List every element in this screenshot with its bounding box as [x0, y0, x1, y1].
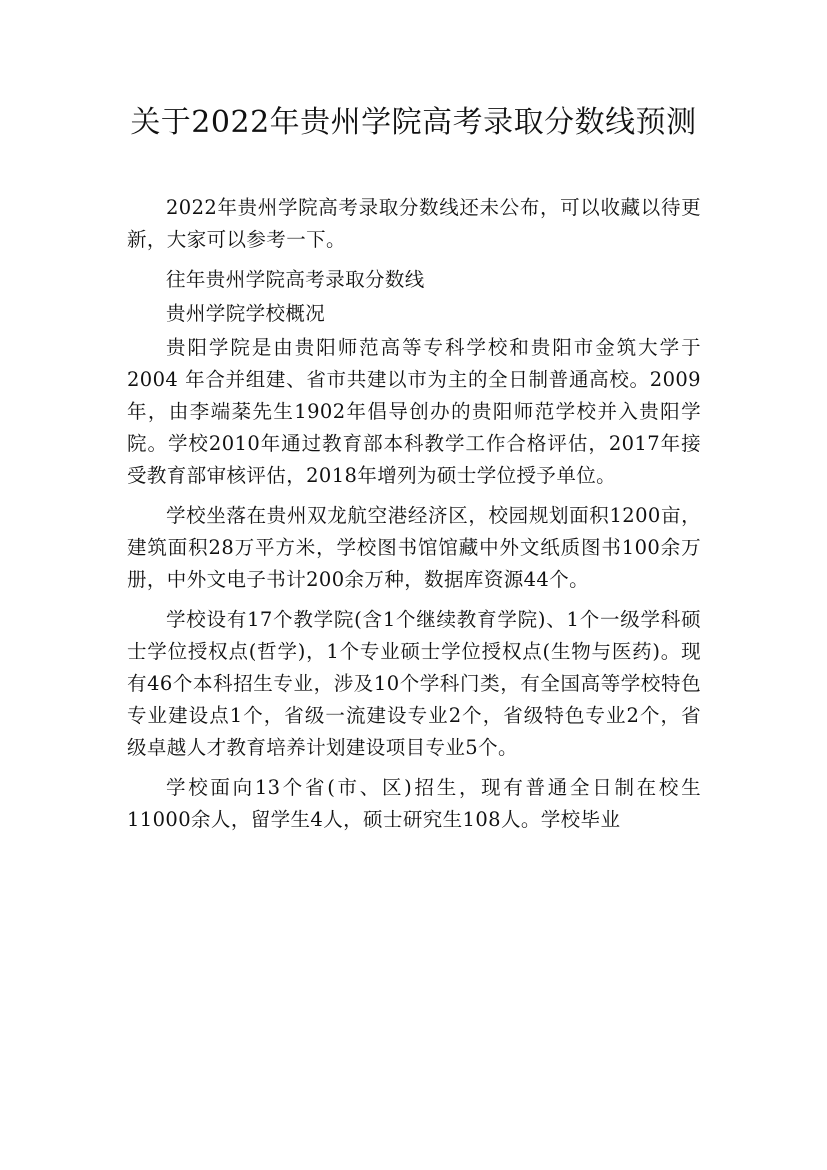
paragraph-heading-overview: 贵州学院学校概况	[166, 302, 326, 325]
paragraph-campus: 学校坐落在贵州双龙航空港经济区，校园规划面积1200亩，建筑面积28万平方米，学校图书馆馆藏中外文纸质图书100余万册，中外文电子书计200余万种，数据库资源44个。	[127, 504, 701, 591]
paragraph-heading-past-scores: 往年贵州学院高考录取分数线	[166, 268, 425, 291]
paragraph-colleges: 学校设有17个教学院(含1个继续教育学院)、1个一级学科硕士学位授权点(哲学)，1个专业硕士学位授权点(生物与医药)。现有46个本科招生专业，涉及10个学科门类，有全国高等学校特色专业建设点1个，省级一流建设专业2个，省级特色专业2个，省级卓越人才教育培养计划建设项目专业5个。	[127, 608, 701, 759]
paragraph-enrollment: 学校面向13个省(市、区)招生，现有普通全日制在校生11000余人，留学生4人，硕士研究生108人。学校毕业	[127, 776, 701, 831]
document-body	[127, 192, 701, 844]
document-title: 关于2022年贵州学院高考录取分数线预测	[130, 105, 697, 140]
paragraph-history: 贵阳学院是由贵阳师范高等专科学校和贵阳市金筑大学于 2004 年合并组建、省市共建以市为主的全日制普通高校。2009年，由李端棻先生1902年倡导创办的贵阳师范学校并入贵阳学院。学校2010年通过教育部本科教学工作合格评估，2017年接受教育部审核评估，2018年增列为硕士学位授予单位。	[127, 336, 701, 487]
paragraph-intro: 2022年贵州学院高考录取分数线还未公布，可以收藏以待更新，大家可以参考一下。	[127, 196, 701, 251]
